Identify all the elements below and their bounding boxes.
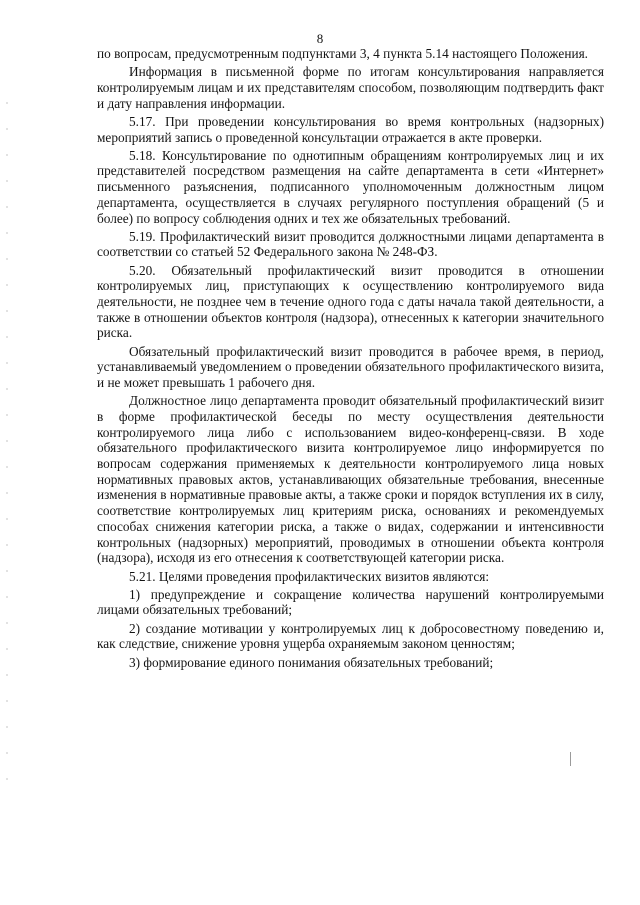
paragraph-visit-conduct: Должностное лицо департамента проводит обязательный профилактический визит в форме профилактической беседы по месту осуществления деятельности контролируемого лица либо с использованием видео-конференц-связи. В ходе обязательного профилактического визита контролируемое лицо информируется по вопросам содержания применяемых к деятельности контролируемого лица новых нормативных правовых актов, устанавливающих обязательные требования, внесенные изменения в нормативные правовые акты, а также сроки и порядок вступления их в силу, соответствие контролируемых лиц критериям риска, основаниях и рекомендуемых способах снижения категории риска, а также о видах, содержании и интенсивности контрольных (надзорных) мероприятий, проводимых в отношении объекта контроля (надзора), исходя из его отнесения к соответствующей категории риска.	[97, 393, 604, 566]
paragraph-5-17: 5.17. При проведении консультирования во время контрольных (надзорных) мероприятий запись о проведенной консультации отражается в акте проверки.	[97, 113, 604, 145]
document-body	[97, 46, 604, 673]
paragraph-5-21: 5.21. Целями проведения профилактических визитов являются:	[129, 568, 490, 584]
paragraph-visit-time: Обязательный профилактический визит проводится в рабочее время, в период, устанавливаемый уведомлением о проведении обязательного профилактического визита, и не может превышать 1 рабочего дня.	[97, 343, 604, 391]
list-item-1: 1) предупреждение и сокращение количества нарушений контролируемыми лицами обязательных требований;	[97, 586, 604, 618]
paragraph-5-20: 5.20. Обязательный профилактический визит проводится в отношении контролируемых лиц, приступающих к осуществлению контролируемого вида деятельности, не позднее чем в течение одного года с даты начала такой деятельности, а также в отношении объектов контроля (надзора), отнесенных к категории значительного риска.	[97, 262, 604, 341]
paragraph-5-18: 5.18. Консультирование по однотипным обращениям контролируемых лиц и их представителей посредством размещения на сайте департамента в сети «Интернет» письменного разъяснения, подписанного уполномоченным должностным лицом департамента, осуществляется в случаях регулярного поступления обращений (5 и более) по вопросу соблюдения одних и тех же обязательных требований.	[97, 147, 604, 226]
list-item-2: 2) создание мотивации у контролируемых лиц к добросовестному поведению и, как следствие, снижение уровня ущерба охраняемым законом ценностям;	[97, 620, 604, 652]
paragraph-continuation: по вопросам, предусмотренным подпунктами 3, 4 пункта 5.14 настоящего Положения.	[97, 46, 589, 61]
scan-artifact-mark	[570, 752, 571, 766]
list-item-3: 3) формирование единого понимания обязательных требований;	[129, 654, 494, 670]
scan-binding-edge	[6, 90, 8, 790]
paragraph-5-19: 5.19. Профилактический визит проводится должностными лицами департамента в соответствии со статьей 52 Федерального закона № 248-ФЗ.	[97, 228, 604, 260]
paragraph-written-info: Информация в письменной форме по итогам консультирования направляется контролируемым лицам и их представителям способом, позволяющим подтвердить факт и дату направления информации.	[97, 64, 604, 111]
page-number: 8	[316, 31, 324, 46]
